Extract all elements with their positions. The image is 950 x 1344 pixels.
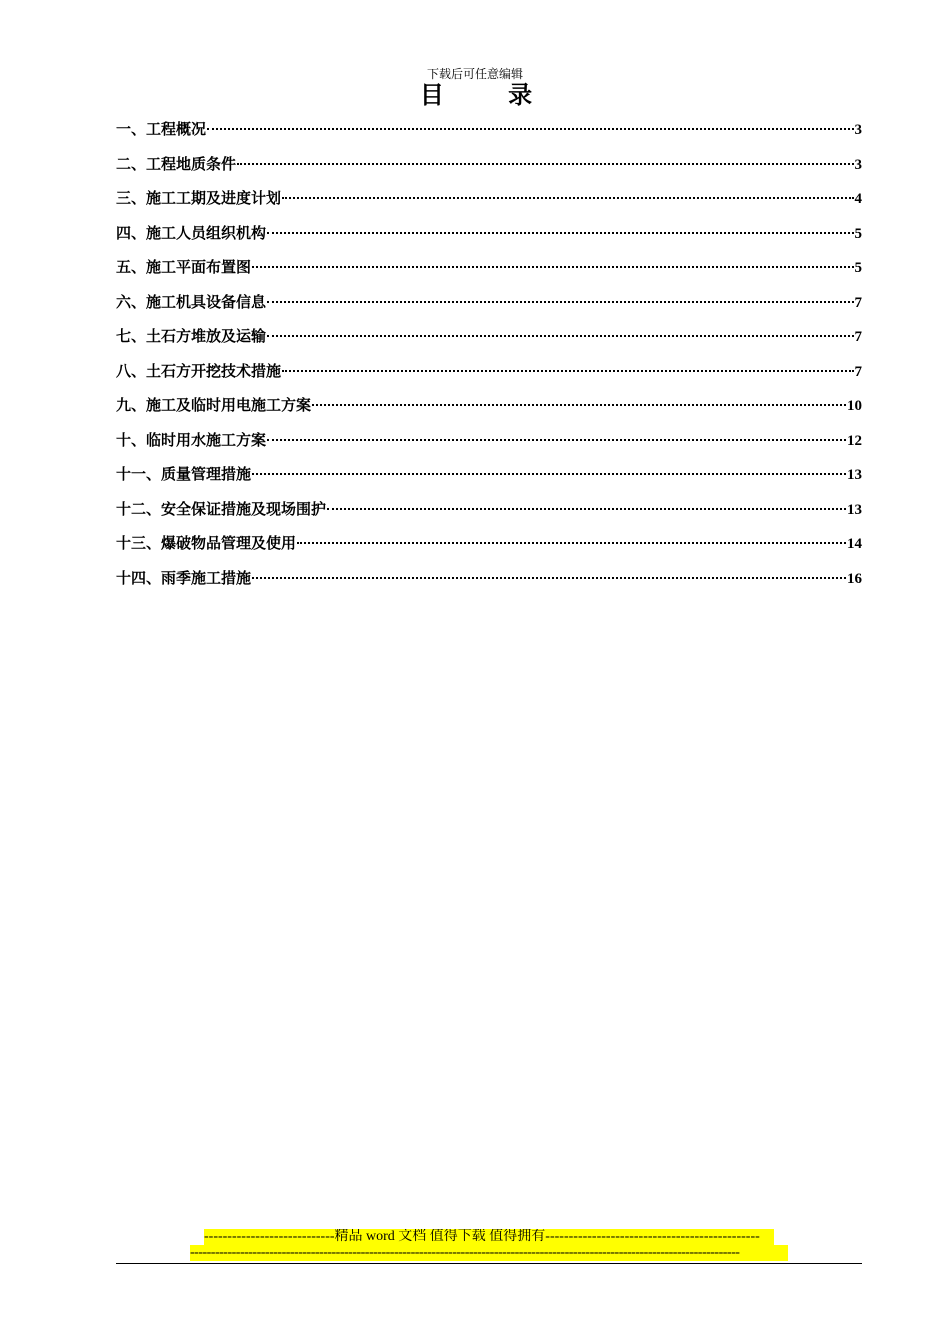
toc-dot-leader — [282, 197, 853, 199]
toc-dot-leader — [207, 128, 853, 130]
toc-entry-page: 4 — [854, 191, 862, 207]
toc-entry-page: 7 — [854, 363, 862, 380]
toc-entry-label: 十四、雨季施工措施 — [116, 568, 252, 587]
toc-entry-page: 14 — [847, 536, 862, 552]
toc-entry-page: 10 — [847, 398, 862, 414]
toc-entry[interactable] — [116, 565, 862, 600]
toc-entry-page: 16 — [847, 570, 862, 587]
toc-dot-leader — [267, 439, 846, 441]
toc-entry[interactable] — [116, 392, 862, 427]
toc-entry[interactable] — [116, 427, 862, 462]
toc-entry-page: 3 — [854, 122, 862, 138]
toc-entry-label: 三、施工工期及进度计划 — [116, 189, 282, 207]
toc-entry-page: 7 — [854, 329, 862, 345]
toc-entry-label: 八、土石方开挖技术措施 — [116, 361, 282, 380]
toc-dot-leader — [267, 232, 853, 234]
toc-entry-label: 十一、质量管理措施 — [116, 465, 252, 483]
footer-divider — [116, 1263, 862, 1264]
toc-entry[interactable] — [116, 496, 862, 531]
table-of-contents — [116, 116, 862, 599]
toc-entry[interactable] — [116, 358, 862, 393]
footer-banner — [0, 1229, 950, 1261]
toc-entry[interactable] — [116, 220, 862, 255]
toc-entry-label: 十三、爆破物品管理及使用 — [116, 534, 297, 552]
toc-entry-page: 12 — [847, 432, 862, 449]
toc-dot-leader — [252, 473, 846, 475]
toc-entry-label: 六、施工机具设备信息 — [116, 292, 267, 311]
toc-entry-label: 九、施工及临时用电施工方案 — [116, 396, 312, 414]
toc-entry[interactable] — [116, 461, 862, 496]
toc-entry-label: 一、工程概况 — [116, 120, 207, 138]
toc-entry[interactable] — [116, 151, 862, 186]
footer-banner-line-2: ------------------------------------------------------------------------------------------------------------------------------------ — [190, 1245, 788, 1261]
toc-dot-leader — [267, 301, 853, 303]
toc-dot-leader — [252, 266, 853, 268]
toc-entry[interactable] — [116, 116, 862, 151]
toc-dot-leader — [312, 404, 846, 406]
toc-entry-label: 二、工程地质条件 — [116, 154, 237, 173]
toc-entry-page: 13 — [847, 501, 862, 518]
toc-entry-page: 13 — [847, 467, 862, 483]
header-note: 下载后可任意编辑 — [426, 67, 523, 81]
toc-entry[interactable] — [116, 185, 862, 220]
toc-entry[interactable] — [116, 254, 862, 289]
page-title: 目 录 — [419, 81, 561, 109]
toc-entry-label: 五、施工平面布置图 — [116, 258, 252, 276]
toc-entry[interactable] — [116, 530, 862, 565]
toc-dot-leader — [327, 508, 846, 510]
toc-entry-page: 7 — [854, 294, 862, 311]
toc-entry-label: 十二、安全保证措施及现场围护 — [116, 499, 327, 518]
footer-banner-line-1: ----------------------------精品 word 文档 值得下载 值得拥有---------------------------------------------- — [204, 1229, 774, 1245]
toc-dot-leader — [252, 577, 846, 579]
toc-entry[interactable] — [116, 289, 862, 324]
toc-dot-leader — [297, 542, 846, 544]
toc-entry-label: 十、临时用水施工方案 — [116, 430, 267, 449]
toc-entry[interactable] — [116, 323, 862, 358]
toc-entry-page: 5 — [854, 260, 862, 276]
toc-dot-leader — [237, 163, 853, 165]
toc-entry-page: 3 — [854, 156, 862, 173]
toc-dot-leader — [282, 370, 853, 372]
toc-entry-page: 5 — [854, 225, 862, 242]
toc-entry-label: 七、土石方堆放及运输 — [116, 327, 267, 345]
toc-entry-label: 四、施工人员组织机构 — [116, 223, 267, 242]
toc-dot-leader — [267, 335, 853, 337]
